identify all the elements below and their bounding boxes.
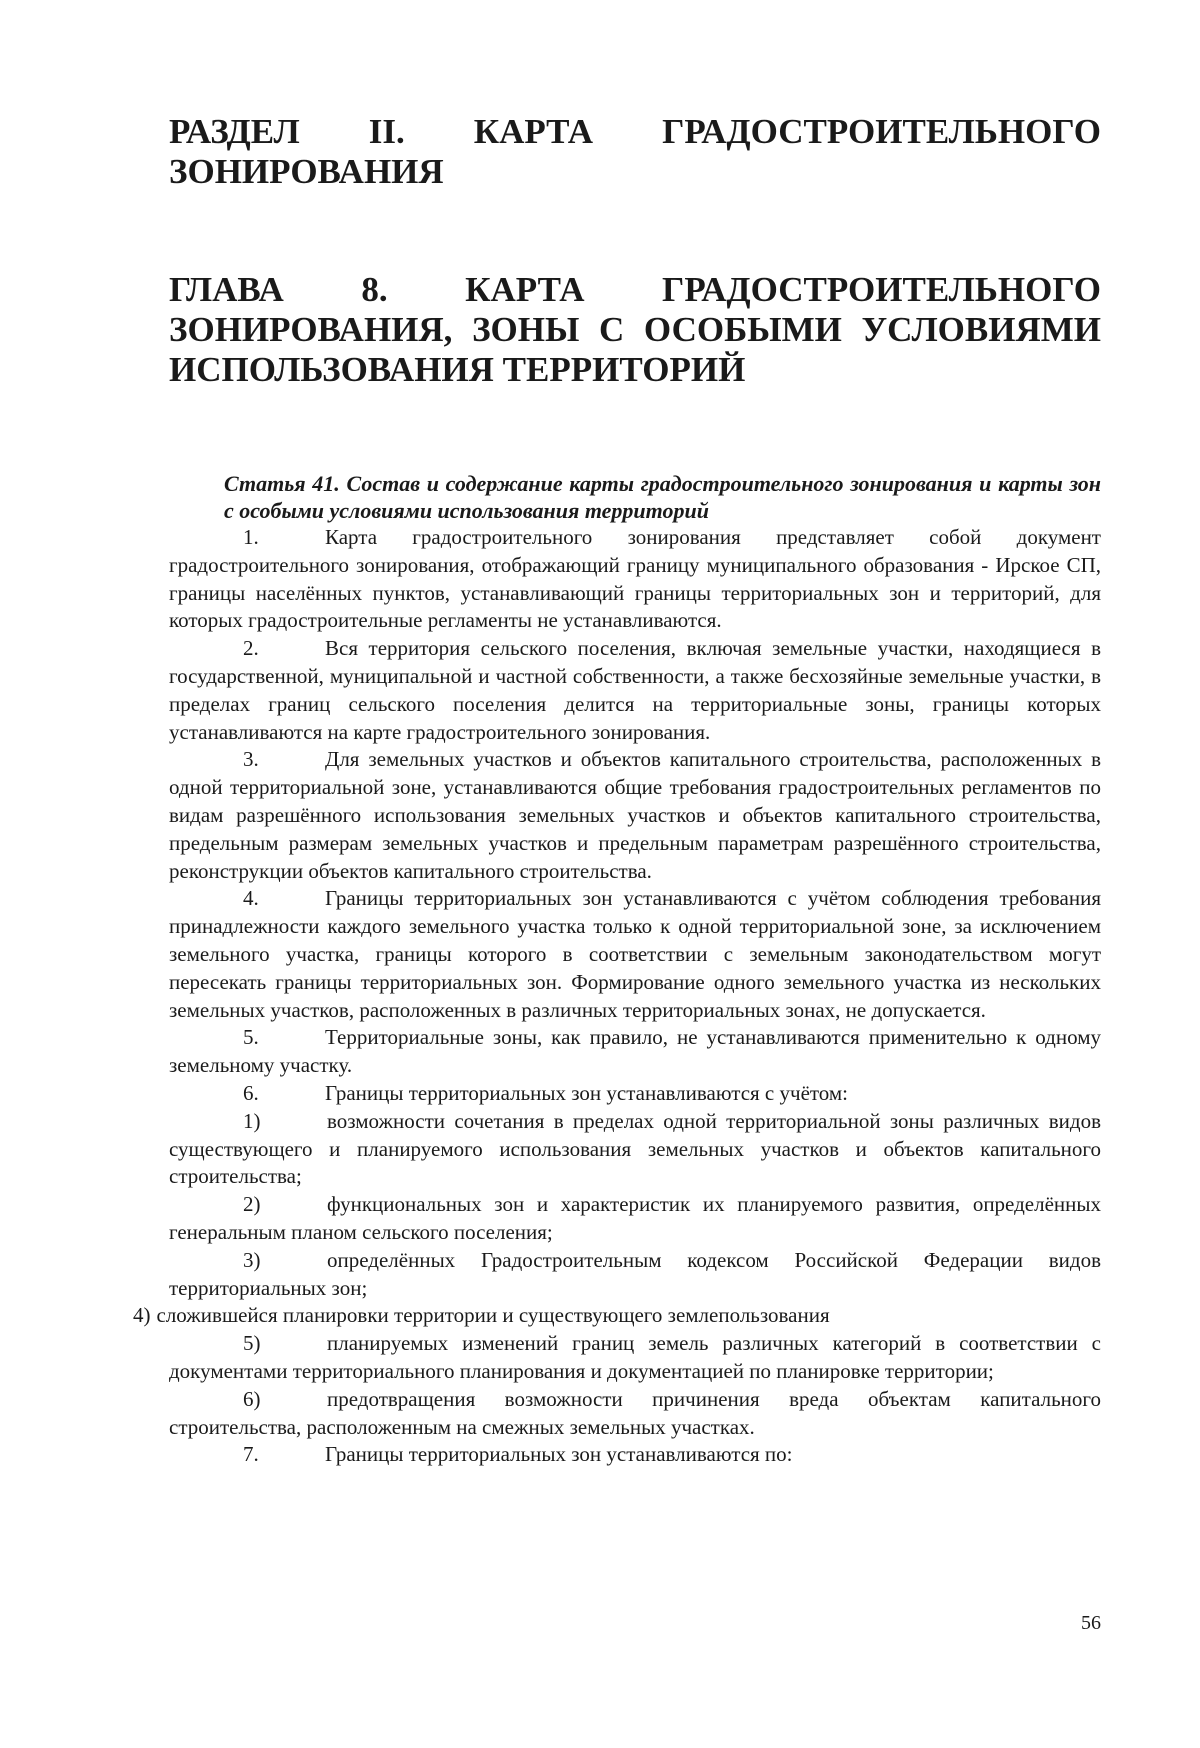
paragraph-text: Границы территориальных зон устанавливаются с учётом: <box>325 1080 849 1105</box>
paragraph-text: Границы территориальных зон устанавливаются с учётом соблюдения требования принадлежности каждого земельного участка только к одной территориальной зоне, за исключением земельного участка, границы которого в соответствии с земельным законодательством могут пересекать границы территориальных зон. Формирование одного земельного участка из нескольких земельных участков, расположенных в различных территориальных зонах, не допускается. <box>169 886 1101 1022</box>
page-content <box>133 112 1101 1469</box>
paragraph-2 <box>169 635 1101 746</box>
paragraph-text: Для земельных участков и объектов капитального строительства, расположенных в одной территориальной зоне, устанавливаются общие требования градостроительных регламентов по видам разрешённого использования земельных участков и объектов капитального строительства, предельным размерам земельных участков и предельным параметрам разрешённого строительства, реконструкции объектов капитального строительства. <box>169 747 1101 883</box>
paragraph-text: Территориальные зоны, как правило, не устанавливаются применительно к одному земельному участку. <box>169 1025 1101 1078</box>
subitem-text: определённых Градостроительным кодексом Российской Федерации видов территориальных зон; <box>169 1247 1101 1300</box>
subitem-text: предотвращения возможности причинения вреда объектам капитального строительства, расположенным на смежных земельных участках. <box>169 1386 1101 1439</box>
subitem-1 <box>169 1108 1101 1191</box>
article-title: Статья 41. Состав и содержание карты градостроительного зонирования и карты зон с особыми условиями использования территорий <box>224 471 1101 523</box>
subitem-text: функциональных зон и характеристик их планируемого развития, определённых генеральным планом сельского поселения; <box>169 1192 1101 1244</box>
paragraph-number: 5. <box>243 1025 259 1050</box>
paragraph-1 <box>169 524 1101 635</box>
paragraph-7 <box>169 1441 1101 1469</box>
subitem-number: 3) <box>243 1247 261 1272</box>
paragraph-number: 4. <box>243 886 259 911</box>
paragraph-3 <box>169 746 1101 885</box>
paragraph-6 <box>169 1080 1101 1108</box>
paragraph-text: Карта градостроительного зонирования представляет собой документ градостроительного зонирования, отображающий границу муниципального образования - Ирское СП, границы населённых пунктов, устанавливающий границы территориальных зон и территорий, для которых градостроительные регламенты не устанавливаются. <box>169 525 1101 633</box>
subitem-6 <box>169 1386 1101 1442</box>
paragraph-number: 2. <box>243 636 259 661</box>
subitem-3 <box>169 1247 1101 1303</box>
page-number: 56 <box>1081 1612 1101 1634</box>
paragraph-text: Вся территория сельского поселения, включая земельные участки, находящиеся в государственной, муниципальной и частной собственности, а также бесхозяйные земельные участки, в пределах границ сельского поселения делится на территориальные зоны, границы которых устанавливаются на карте градостроительного зонирования. <box>169 636 1101 744</box>
chapter-heading: ГЛАВА 8. КАРТА ГРАДОСТРОИТЕЛЬНОГО ЗОНИРОВАНИЯ, ЗОНЫ С ОСОБЫМИ УСЛОВИЯМИ ИСПОЛЬЗОВАНИЯ ТЕРРИТОРИЙ <box>169 270 1101 389</box>
paragraph-text: Границы территориальных зон устанавливаются по: <box>325 1442 793 1467</box>
subitem-number: 1) <box>243 1108 261 1133</box>
subitem-text: планируемых изменений границ земель различных категорий в соответствии с документами территориального планирования и документацией по планировке территории; <box>169 1331 1101 1383</box>
subitem-5 <box>169 1330 1101 1386</box>
subitem-text: возможности сочетания в пределах одной территориальной зоны различных видов существующего и планируемого использования земельных участков и объектов капитального строительства; <box>169 1108 1101 1189</box>
paragraph-number: 3. <box>243 747 259 772</box>
section-heading: РАЗДЕЛ II. КАРТА ГРАДОСТРОИТЕЛЬНОГО ЗОНИРОВАНИЯ <box>169 112 1101 191</box>
subitem-number: 6) <box>243 1386 261 1411</box>
subitem-number: 2) <box>243 1192 261 1217</box>
paragraph-number: 7. <box>243 1442 259 1467</box>
subitem-4 <box>133 1302 1101 1330</box>
paragraph-number: 6. <box>243 1080 259 1105</box>
paragraph-5 <box>169 1024 1101 1080</box>
subitem-number: 4) <box>133 1303 151 1328</box>
paragraph-4 <box>169 885 1101 1024</box>
subitem-text: сложившейся планировки территории и существующего землепользования <box>156 1303 830 1328</box>
paragraph-number: 1. <box>243 525 259 549</box>
subitem-number: 5) <box>243 1331 261 1356</box>
subitem-2 <box>169 1191 1101 1247</box>
